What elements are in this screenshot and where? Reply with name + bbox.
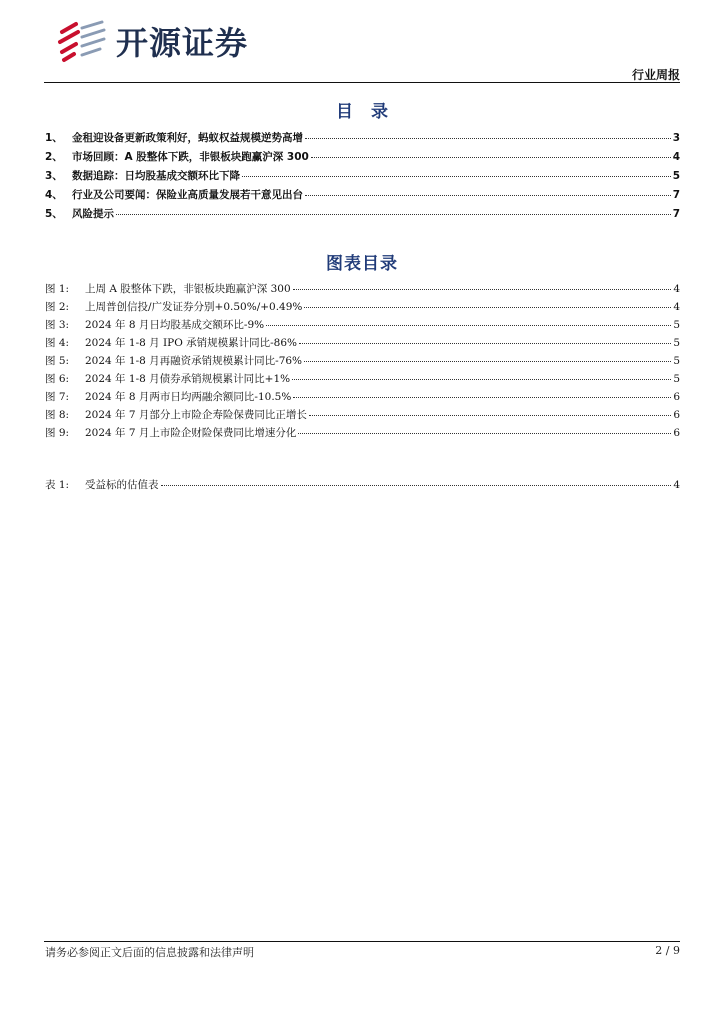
toc-item-page: 3 bbox=[672, 132, 680, 144]
figure-label: 2024 年 1-8 月再融资承销规模累计同比-76% bbox=[85, 355, 303, 367]
figure-label: 上周 A 股整体下跌，非银板块跑赢沪深 300 bbox=[85, 283, 291, 295]
dot-leader bbox=[298, 432, 671, 434]
figure-label: 2024 年 1-8 月 IPO 承销规模累计同比-86% bbox=[85, 337, 298, 349]
toc-item-label: 市场回顾：A 股整体下跌，非银板块跑赢沪深 300 bbox=[72, 151, 309, 163]
figure-label: 2024 年 8 月日均股基成交额环比-9% bbox=[85, 319, 265, 331]
figure-page: 6 bbox=[673, 409, 680, 421]
page-indicator: 2 / 9 bbox=[655, 944, 680, 957]
toc-item-number: 4、 bbox=[45, 189, 63, 201]
dot-leader bbox=[305, 137, 671, 139]
dot-leader bbox=[309, 414, 671, 416]
toc-item-page: 7 bbox=[672, 189, 680, 201]
brand-mark-icon bbox=[56, 18, 110, 64]
figures-toc-title: 图表目录 bbox=[326, 254, 398, 274]
figure-number: 图 5: bbox=[45, 355, 70, 367]
figure-number: 图 8: bbox=[45, 409, 70, 421]
figure-page: 4 bbox=[673, 283, 680, 295]
figure-item[interactable] bbox=[45, 406, 680, 424]
toc-list bbox=[45, 129, 680, 224]
figure-number: 图 3: bbox=[45, 319, 70, 331]
figure-number: 图 4: bbox=[45, 337, 70, 349]
table-list bbox=[45, 476, 680, 494]
dot-leader bbox=[116, 213, 671, 215]
figure-number: 图 1: bbox=[45, 283, 70, 295]
figure-number: 图 7: bbox=[45, 391, 70, 403]
table-label: 受益标的估值表 bbox=[85, 479, 159, 491]
figure-item[interactable] bbox=[45, 298, 680, 316]
figure-label: 2024 年 8 月两市日均两融余额同比-10.5% bbox=[85, 391, 292, 403]
dot-leader bbox=[292, 378, 671, 380]
dot-leader bbox=[304, 306, 671, 308]
toc-item-label: 数据追踪：日均股基成交额环比下降 bbox=[72, 170, 240, 182]
figure-number: 图 2: bbox=[45, 301, 70, 313]
toc-item-number: 3、 bbox=[45, 170, 63, 182]
brand-name: 开源证券 bbox=[116, 24, 249, 62]
figure-page: 6 bbox=[673, 391, 680, 403]
toc-item-label: 金租迎设备更新政策利好，蚂蚁权益规模逆势高增 bbox=[72, 132, 303, 144]
dot-leader bbox=[304, 360, 671, 362]
dot-leader bbox=[266, 324, 671, 326]
table-page: 4 bbox=[673, 479, 680, 491]
dot-leader bbox=[293, 396, 671, 398]
dot-leader bbox=[299, 342, 671, 344]
dot-leader bbox=[311, 156, 671, 158]
table-number: 表 1: bbox=[45, 479, 70, 491]
figure-number: 图 6: bbox=[45, 373, 70, 385]
footer-disclaimer: 请务必参阅正文后面的信息披露和法律声明 bbox=[45, 946, 254, 959]
toc-item-number: 1、 bbox=[45, 132, 63, 144]
figure-label: 2024 年 7 月上市险企财险保费同比增速分化 bbox=[85, 427, 297, 439]
figure-page: 5 bbox=[673, 337, 680, 349]
toc-item-page: 7 bbox=[672, 208, 680, 220]
toc-item[interactable] bbox=[45, 205, 680, 224]
toc-item[interactable] bbox=[45, 148, 680, 167]
toc-item-label: 风险提示 bbox=[72, 208, 114, 220]
footer-divider bbox=[44, 941, 680, 942]
dot-leader bbox=[305, 194, 671, 196]
toc-item[interactable] bbox=[45, 129, 680, 148]
figure-page: 5 bbox=[673, 355, 680, 367]
figure-item[interactable] bbox=[45, 352, 680, 370]
figure-page: 6 bbox=[673, 427, 680, 439]
figure-page: 4 bbox=[673, 301, 680, 313]
figure-item[interactable] bbox=[45, 424, 680, 442]
report-type-label: 行业周报 bbox=[631, 68, 680, 82]
figure-page: 5 bbox=[673, 319, 680, 331]
toc-item[interactable] bbox=[45, 186, 680, 205]
figure-item[interactable] bbox=[45, 334, 680, 352]
figure-item[interactable] bbox=[45, 388, 680, 406]
figure-page: 5 bbox=[673, 373, 680, 385]
dot-leader bbox=[242, 175, 671, 177]
toc-item-label: 行业及公司要闻：保险业高质量发展若干意见出台 bbox=[72, 189, 303, 201]
figure-label: 2024 年 7 月部分上市险企寿险保费同比正增长 bbox=[85, 409, 307, 421]
toc-item[interactable] bbox=[45, 167, 680, 186]
toc-item-page: 4 bbox=[672, 151, 680, 163]
header-divider bbox=[44, 82, 680, 83]
figure-item[interactable] bbox=[45, 370, 680, 388]
toc-item-number: 2、 bbox=[45, 151, 63, 163]
figure-label: 2024 年 1-8 月债券承销规模累计同比+1% bbox=[85, 373, 291, 385]
toc-item-number: 5、 bbox=[45, 208, 63, 220]
figure-item[interactable] bbox=[45, 280, 680, 298]
figure-number: 图 9: bbox=[45, 427, 70, 439]
brand-logo bbox=[56, 18, 248, 64]
toc-item-page: 5 bbox=[672, 170, 680, 182]
table-item[interactable] bbox=[45, 476, 680, 494]
dot-leader bbox=[161, 484, 672, 486]
dot-leader bbox=[293, 288, 672, 290]
figure-label: 上周普创信投/广发证券分别+0.50%/+0.49% bbox=[85, 301, 303, 313]
toc-title: 目录 bbox=[336, 102, 406, 122]
figure-list bbox=[45, 280, 680, 442]
figure-item[interactable] bbox=[45, 316, 680, 334]
